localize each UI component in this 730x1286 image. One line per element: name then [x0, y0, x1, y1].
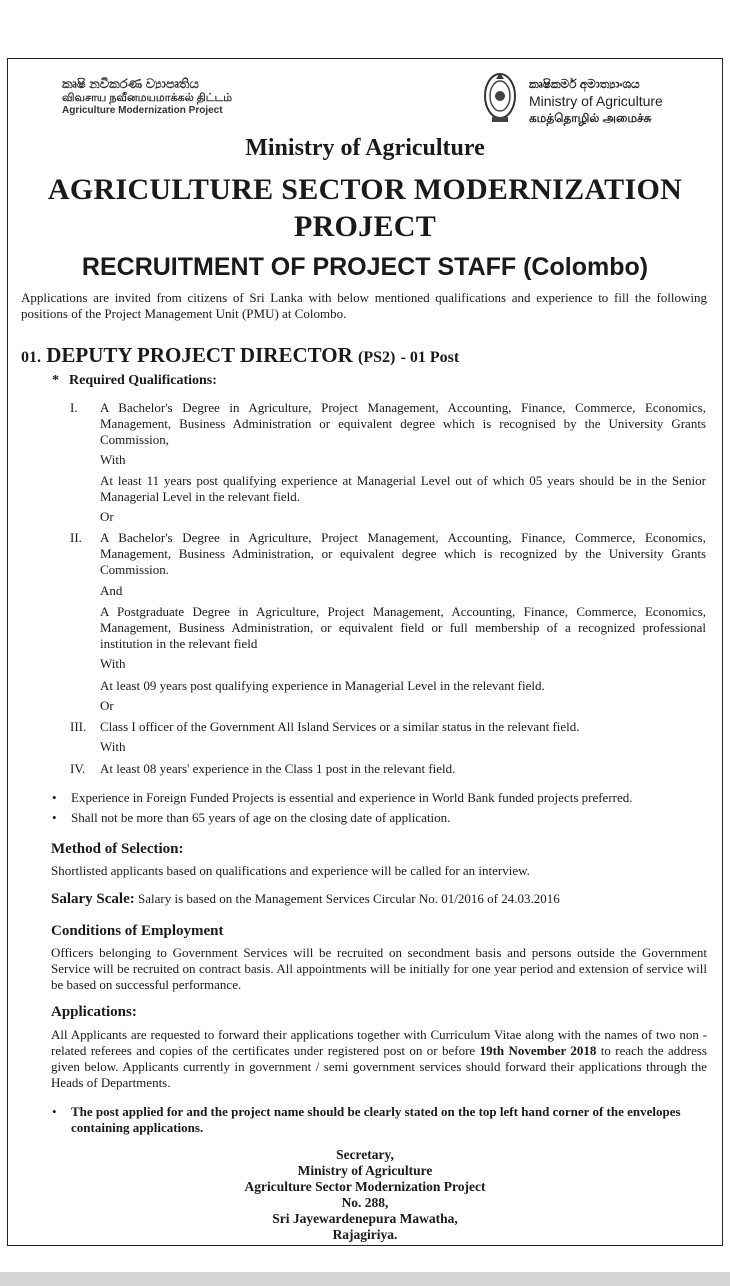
required-qualifications-heading [52, 373, 217, 389]
salary-text: Salary is based on the Management Services Circular No. 01/2016 of 24.03.2016 [138, 891, 560, 906]
conditions-text: Officers belonging to Government Services will be recruited on secondment basis and persons outside the Government Service will be recruited on contract basis. All appointments will be initially for one year period and extension of service will be based on successful performance. [51, 945, 707, 992]
qualification-number: I. [70, 400, 78, 415]
bullet-icon: • [52, 810, 57, 825]
list-item: Experience in Foreign Funded Projects is essential and experience in World Bank funded projects preferred. [71, 790, 633, 805]
salary-line [51, 891, 560, 908]
logo-sinhala-text: කෘෂි නවීකරණ ව්‍යාපෘතිය [62, 76, 199, 91]
method-heading: Method of Selection: [51, 841, 184, 857]
qualification-text: A Bachelor's Degree in Agriculture, Project Management, Accounting, Finance, Commerce, Economics, Management, Business Administration, or equivalent degree which is recognized by the University Grants Commission. [100, 530, 706, 577]
address-line: Secretary, [336, 1147, 394, 1162]
qualification-connector: Or [100, 509, 114, 524]
logo-tamil-text: விவசாய நவீனமயமாக்கல் திட்டம் [62, 91, 233, 104]
address-line: Sri Jayewardenepura Mawatha, [272, 1211, 458, 1226]
qualification-number: II. [70, 530, 82, 545]
list-item: Shall not be more than 65 years of age on the closing date of application. [71, 810, 451, 825]
required-heading-text: Required Qualifications: [69, 373, 217, 388]
project-title: AGRICULTURE SECTOR MODERNIZATION PROJECT [47, 173, 683, 243]
mailing-address [100, 1147, 630, 1243]
qualification-connector: Or [100, 698, 114, 713]
required-marker: * [52, 373, 59, 388]
address-line: Ministry of Agriculture [297, 1163, 433, 1178]
address-line: Agriculture Sector Modernization Project [244, 1179, 486, 1194]
qualification-number: III. [70, 719, 87, 734]
applications-text-end: to reach the address given below. Applicants currently in government / semi government services should forward their applications through the Heads of Departments. [51, 1043, 707, 1090]
applications-heading: Applications: [51, 1004, 137, 1020]
ministry-english-text: Ministry of Agriculture [529, 93, 663, 109]
scan-bottom-band [0, 1272, 730, 1286]
position-heading [21, 343, 459, 368]
position-number: 01. [21, 349, 41, 366]
salary-heading: Salary Scale: [51, 891, 135, 907]
method-text: Shortlisted applicants based on qualifications and experience will be called for an interview. [51, 863, 530, 878]
position-posts: - 01 Post [400, 349, 460, 366]
recruitment-title: RECRUITMENT OF PROJECT STAFF (Colombo) [81, 253, 649, 281]
qualification-text: Class I officer of the Government All Island Services or a similar status in the relevant field. [100, 719, 580, 734]
qualification-number: IV. [70, 761, 86, 776]
envelope-note: The post applied for and the project name should be clearly stated on the top left hand corner of the envelopes containing applications. [71, 1104, 681, 1135]
qualification-text: At least 08 years' experience in the Class 1 post in the relevant field. [100, 761, 456, 776]
qualification-connector: With [100, 452, 126, 467]
ministry-tamil-text: கமத்தொழில் அமைச்சு [529, 111, 652, 125]
qualification-connector: And [100, 583, 123, 598]
project-logo [62, 76, 232, 117]
address-line: Rajagiriya. [332, 1227, 398, 1242]
qualification-experience: At least 11 years post qualifying experience at Managerial Level out of which 05 years should be in the Senior Managerial Level in the relevant field. [100, 473, 706, 504]
qualification-experience: At least 09 years post qualifying experience in Managerial Level in the relevant field. [100, 678, 545, 693]
applications-text-start: All Applicants are requested to forward their applications together with Curriculum Vitae along with the names of two non - related referees and copies of the certificates under registered post on or before [51, 1027, 707, 1058]
position-title: DEPUTY PROJECT DIRECTOR [46, 343, 353, 367]
application-deadline: 19th November 2018 [479, 1043, 597, 1058]
qualification-text: A Bachelor's Degree in Agriculture, Project Management, Accounting, Finance, Commerce, Economics, Management, Business Administration or equivalent degree which is recognised by the University Grants Commission, [100, 400, 706, 447]
logo-english-text: Agriculture Modernization Project [62, 104, 223, 116]
intro-paragraph: Applications are invited from citizens of Sri Lanka with below mentioned qualifications and experience to fill the following positions of the Project Management Unit (PMU) at Colombo. [21, 290, 707, 321]
position-grade: (PS2) [358, 349, 396, 366]
ministry-title: Ministry of Agriculture [245, 135, 485, 161]
qualification-connector: With [100, 739, 126, 754]
address-line: No. 288, [341, 1195, 389, 1210]
qualification-connector: With [100, 656, 126, 671]
qualification-postgraduate: A Postgraduate Degree in Agriculture, Project Management, Accounting, Finance, Commerce, Economics, Management, Business Administration, or equivalent field or full membership of a recognized professional institution in the relevant field [100, 604, 706, 651]
ministry-logo-text [529, 76, 663, 126]
ministry-sinhala-text: කෘෂිකර්ම අමාත්‍යාංශය [529, 77, 640, 91]
bullet-icon: • [52, 1104, 57, 1119]
applications-text [51, 1027, 707, 1091]
bullet-icon: • [52, 790, 57, 805]
sri-lanka-emblem-icon [483, 70, 517, 126]
conditions-heading: Conditions of Employment [51, 923, 224, 939]
